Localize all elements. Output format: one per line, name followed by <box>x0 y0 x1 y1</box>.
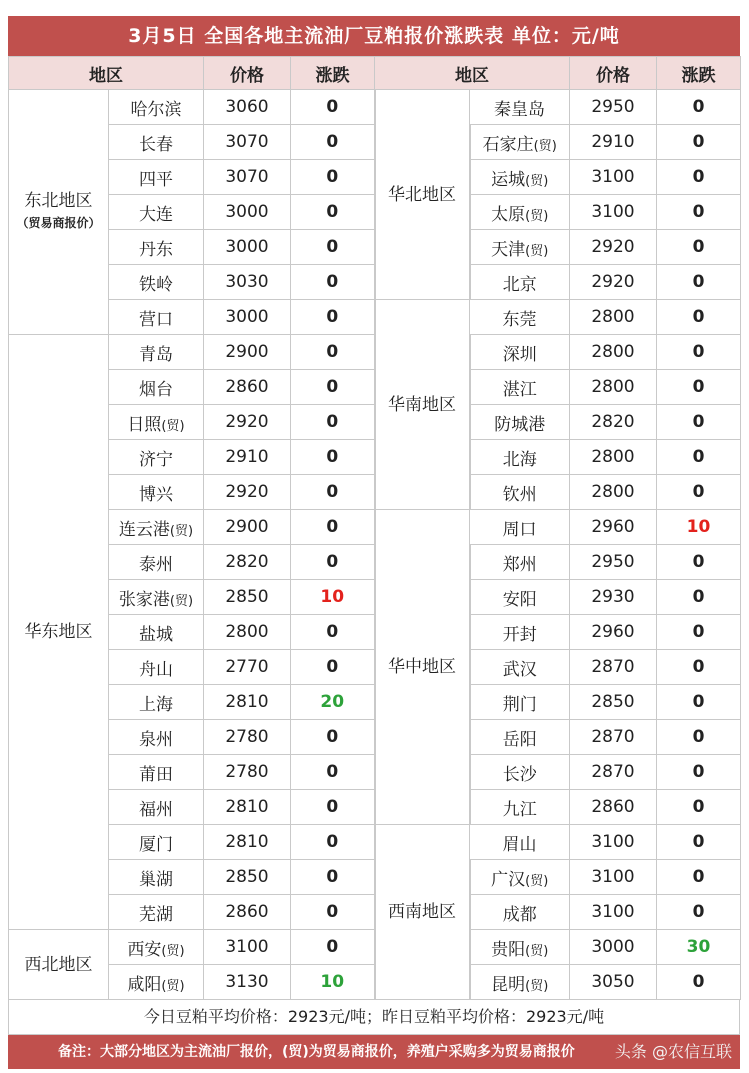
city-name <box>109 265 204 300</box>
city-name-text: 盐城 <box>139 624 173 645</box>
price-value: 2810 <box>204 790 291 825</box>
price-value: 3100 <box>204 930 291 965</box>
header-region-left: 地区 <box>9 57 204 90</box>
city-name <box>109 860 204 895</box>
region-name: 东北地区 <box>24 191 93 211</box>
city-name <box>470 370 570 405</box>
city-name <box>470 580 570 615</box>
city-name <box>109 90 204 125</box>
city-name <box>109 475 204 510</box>
city-name-text: 上海 <box>139 694 173 715</box>
price-value: 2900 <box>204 510 291 545</box>
price-value: 2960 <box>570 510 657 545</box>
change-value: 0 <box>657 440 741 475</box>
change-value: 0 <box>657 895 741 930</box>
city-name <box>109 790 204 825</box>
change-value: 0 <box>291 755 375 790</box>
city-name-text: 营口 <box>139 309 173 330</box>
change-value: 0 <box>291 335 375 370</box>
price-value: 3030 <box>204 265 291 300</box>
change-value: 0 <box>291 650 375 685</box>
city-name <box>109 755 204 790</box>
trader-mark: (贸) <box>525 873 549 889</box>
city-name-text: 秦皇岛 <box>494 99 545 120</box>
city-name-text: 日照 <box>127 414 162 435</box>
city-name-text: 东莞 <box>502 309 537 330</box>
city-name-text: 武汉 <box>502 659 537 680</box>
city-name-text: 昆明 <box>491 974 526 995</box>
city-name-text: 贵阳 <box>491 939 526 960</box>
city-name <box>470 790 570 825</box>
region-subtitle: （贸易商报价） <box>16 216 101 230</box>
city-name-text: 安阳 <box>502 589 537 610</box>
change-value: 0 <box>291 195 375 230</box>
header-price-right: 价格 <box>570 57 657 90</box>
city-name-text: 咸阳 <box>127 974 162 995</box>
city-name <box>470 755 570 790</box>
region-name: 华北地区 <box>388 184 456 205</box>
price-value: 2800 <box>570 475 657 510</box>
region-name: 西北地区 <box>24 954 93 975</box>
header-change-right: 涨跌 <box>657 57 741 90</box>
city-name-text: 石家庄 <box>482 134 534 155</box>
city-name <box>470 300 570 335</box>
price-value: 2860 <box>204 895 291 930</box>
city-name <box>470 195 570 230</box>
city-name <box>109 650 204 685</box>
change-value: 10 <box>657 510 741 545</box>
change-value: 0 <box>657 335 741 370</box>
city-name <box>109 300 204 335</box>
price-table <box>8 56 741 1000</box>
city-name-text: 烟台 <box>139 379 173 400</box>
city-name <box>109 510 204 545</box>
change-value: 0 <box>291 790 375 825</box>
price-value: 2800 <box>570 335 657 370</box>
price-value: 3100 <box>570 160 657 195</box>
city-name <box>470 965 570 1000</box>
header-row <box>9 57 741 90</box>
price-value: 2920 <box>204 475 291 510</box>
city-name <box>470 265 570 300</box>
trader-mark: (贸) <box>525 978 549 994</box>
city-name-text: 铁岭 <box>139 274 173 295</box>
price-value: 2920 <box>570 230 657 265</box>
price-value: 3000 <box>204 300 291 335</box>
city-name-text: 大连 <box>139 204 173 225</box>
change-value: 0 <box>657 300 741 335</box>
price-value: 2770 <box>204 650 291 685</box>
region-name: 西南地区 <box>388 902 456 922</box>
city-name <box>470 685 570 720</box>
change-value: 0 <box>657 265 741 300</box>
price-value: 2860 <box>204 370 291 405</box>
city-name-text: 厦门 <box>139 834 173 855</box>
trader-mark: (贸) <box>169 523 194 539</box>
change-value: 0 <box>291 125 375 160</box>
change-value: 0 <box>291 300 375 335</box>
city-name-text: 广汉 <box>491 869 526 890</box>
price-value: 2950 <box>570 90 657 125</box>
price-value: 3000 <box>570 930 657 965</box>
trader-mark: (贸) <box>161 978 185 994</box>
price-value: 3070 <box>204 160 291 195</box>
city-name-text: 成都 <box>502 904 537 925</box>
region-name: 华中地区 <box>388 657 456 677</box>
change-value: 0 <box>291 230 375 265</box>
region-label <box>9 930 109 1000</box>
region-label <box>375 90 470 300</box>
header-price-left: 价格 <box>204 57 291 90</box>
price-value: 2850 <box>204 580 291 615</box>
city-name-text: 连云港 <box>118 519 170 540</box>
region-label <box>375 300 470 510</box>
price-value: 3100 <box>570 195 657 230</box>
region-name: 华东地区 <box>24 622 93 642</box>
city-name-text: 莆田 <box>139 764 173 785</box>
price-value: 2800 <box>570 370 657 405</box>
region-name: 华南地区 <box>388 394 456 415</box>
city-name-text: 九江 <box>502 799 537 820</box>
city-name-text: 泉州 <box>139 729 173 750</box>
city-name <box>470 475 570 510</box>
change-value: 0 <box>657 90 741 125</box>
city-name <box>109 685 204 720</box>
city-name-text: 开封 <box>502 624 537 645</box>
change-value: 0 <box>291 160 375 195</box>
header-region-right: 地区 <box>375 57 570 90</box>
change-value: 0 <box>657 755 741 790</box>
city-name-text: 四平 <box>139 169 173 190</box>
city-name-text: 钦州 <box>502 484 537 505</box>
price-value: 2780 <box>204 755 291 790</box>
price-value: 2930 <box>570 580 657 615</box>
city-name <box>109 965 204 1000</box>
price-value: 2920 <box>570 265 657 300</box>
trader-mark: (贸) <box>533 138 557 154</box>
city-name-text: 周口 <box>502 519 537 540</box>
city-name <box>470 720 570 755</box>
price-value: 2950 <box>570 545 657 580</box>
region-label <box>375 825 470 1000</box>
city-name-text: 张家港 <box>118 589 170 610</box>
city-name <box>470 860 570 895</box>
city-name <box>470 650 570 685</box>
city-name <box>109 580 204 615</box>
change-value: 0 <box>291 475 375 510</box>
change-value: 0 <box>657 160 741 195</box>
city-name <box>470 335 570 370</box>
table-row <box>9 825 741 860</box>
city-name-text: 长春 <box>139 134 173 155</box>
city-name <box>109 160 204 195</box>
price-value: 3000 <box>204 195 291 230</box>
city-name-text: 天津 <box>491 239 526 260</box>
change-value: 0 <box>291 720 375 755</box>
city-name-text: 哈尔滨 <box>130 99 182 120</box>
footer-note <box>8 1035 740 1069</box>
price-value: 2900 <box>204 335 291 370</box>
price-value: 2850 <box>570 685 657 720</box>
region-label <box>9 90 109 335</box>
city-name <box>470 160 570 195</box>
city-name-text: 岳阳 <box>502 729 537 750</box>
change-value: 0 <box>657 965 741 1000</box>
trader-mark: (贸) <box>169 593 194 609</box>
change-value: 20 <box>291 685 375 720</box>
change-value: 0 <box>291 405 375 440</box>
change-value: 0 <box>291 510 375 545</box>
city-name-text: 青岛 <box>139 344 173 365</box>
price-value: 2820 <box>204 545 291 580</box>
trader-mark: (贸) <box>525 208 549 224</box>
price-value: 2800 <box>204 615 291 650</box>
price-value: 2810 <box>204 825 291 860</box>
city-name <box>470 895 570 930</box>
table-row <box>9 90 741 125</box>
price-value: 2800 <box>570 440 657 475</box>
change-value: 0 <box>657 720 741 755</box>
trader-mark: (贸) <box>161 418 185 434</box>
table-row <box>9 300 741 335</box>
city-name <box>109 545 204 580</box>
change-value: 0 <box>291 440 375 475</box>
city-name <box>109 930 204 965</box>
city-name-text: 湛江 <box>502 379 537 400</box>
price-value: 3070 <box>204 125 291 160</box>
price-value: 3100 <box>570 895 657 930</box>
change-value: 0 <box>657 125 741 160</box>
change-value: 0 <box>657 790 741 825</box>
city-name-text: 眉山 <box>502 834 537 855</box>
change-value: 0 <box>291 860 375 895</box>
city-name-text: 荆门 <box>502 694 537 715</box>
footer-note-text: 备注：大部分地区为主流油厂报价，(贸)为贸易商报价，养殖户采购多为贸易商报价 <box>58 1044 575 1060</box>
price-value: 2850 <box>204 860 291 895</box>
region-label <box>375 510 470 825</box>
price-value: 2810 <box>204 685 291 720</box>
change-value: 0 <box>291 265 375 300</box>
city-name-text: 芜湖 <box>139 904 173 925</box>
city-name <box>470 545 570 580</box>
trader-mark: (贸) <box>525 173 549 189</box>
city-name <box>109 895 204 930</box>
city-name <box>470 440 570 475</box>
table-body <box>9 90 741 1000</box>
price-value: 2800 <box>570 300 657 335</box>
city-name <box>109 195 204 230</box>
change-value: 0 <box>291 615 375 650</box>
price-value: 3060 <box>204 90 291 125</box>
city-name-text: 泰州 <box>139 554 173 575</box>
city-name-text: 运城 <box>491 169 526 190</box>
change-value: 0 <box>657 405 741 440</box>
change-value: 0 <box>657 580 741 615</box>
price-value: 2910 <box>570 125 657 160</box>
price-value: 3100 <box>570 860 657 895</box>
city-name <box>109 720 204 755</box>
price-value: 2780 <box>204 720 291 755</box>
city-name-text: 济宁 <box>139 449 173 470</box>
city-name <box>470 930 570 965</box>
change-value: 0 <box>657 545 741 580</box>
city-name-text: 博兴 <box>139 484 173 505</box>
city-name-text: 郑州 <box>502 554 537 575</box>
city-name <box>109 405 204 440</box>
average-price-line: 今日豆粕平均价格：2923元/吨；昨日豆粕平均价格：2923元/吨 <box>8 1000 740 1035</box>
city-name-text: 太原 <box>491 204 526 225</box>
change-value: 0 <box>291 930 375 965</box>
price-value: 3050 <box>570 965 657 1000</box>
city-name-text: 北京 <box>502 274 537 295</box>
price-value: 3130 <box>204 965 291 1000</box>
change-value: 0 <box>657 195 741 230</box>
change-value: 0 <box>657 230 741 265</box>
price-value: 3000 <box>204 230 291 265</box>
price-value: 2820 <box>570 405 657 440</box>
city-name <box>109 440 204 475</box>
city-name-text: 丹东 <box>139 239 173 260</box>
price-value: 2960 <box>570 615 657 650</box>
change-value: 0 <box>657 475 741 510</box>
city-name <box>470 90 570 125</box>
region-label <box>9 335 109 930</box>
city-name <box>470 405 570 440</box>
city-name-text: 长沙 <box>502 764 537 785</box>
change-value: 0 <box>291 825 375 860</box>
price-value: 2910 <box>204 440 291 475</box>
page-title: 3月5日 全国各地主流油厂豆粕报价涨跌表 单位：元/吨 <box>8 16 740 56</box>
change-value: 0 <box>291 895 375 930</box>
city-name <box>470 825 570 860</box>
change-value: 0 <box>657 615 741 650</box>
city-name <box>109 125 204 160</box>
change-value: 0 <box>291 90 375 125</box>
city-name <box>109 370 204 405</box>
change-value: 0 <box>657 370 741 405</box>
change-value: 0 <box>657 860 741 895</box>
change-value: 10 <box>291 965 375 1000</box>
table-row <box>9 510 741 545</box>
city-name-text: 舟山 <box>139 659 173 680</box>
city-name <box>470 230 570 265</box>
price-sheet <box>8 16 740 1069</box>
change-value: 0 <box>291 370 375 405</box>
city-name <box>470 125 570 160</box>
city-name <box>109 615 204 650</box>
price-value: 2860 <box>570 790 657 825</box>
city-name <box>470 510 570 545</box>
change-value: 0 <box>657 825 741 860</box>
price-value: 2870 <box>570 755 657 790</box>
change-value: 10 <box>291 580 375 615</box>
trader-mark: (贸) <box>525 943 549 959</box>
city-name-text: 巢湖 <box>139 869 173 890</box>
city-name-text: 北海 <box>502 449 537 470</box>
city-name-text: 西安 <box>127 939 162 960</box>
city-name <box>470 615 570 650</box>
change-value: 0 <box>657 685 741 720</box>
change-value: 0 <box>291 545 375 580</box>
trader-mark: (贸) <box>161 943 185 959</box>
city-name-text: 福州 <box>139 799 173 820</box>
city-name-text: 深圳 <box>502 344 537 365</box>
price-value: 2870 <box>570 720 657 755</box>
trader-mark: (贸) <box>525 243 549 259</box>
city-name <box>109 230 204 265</box>
change-value: 0 <box>657 650 741 685</box>
price-value: 3100 <box>570 825 657 860</box>
city-name <box>109 335 204 370</box>
price-value: 2920 <box>204 405 291 440</box>
watermark: 头条 @农信互联 <box>614 1042 732 1061</box>
header-change-left: 涨跌 <box>291 57 375 90</box>
price-value: 2870 <box>570 650 657 685</box>
city-name <box>109 825 204 860</box>
city-name-text: 防城港 <box>494 414 546 435</box>
change-value: 30 <box>657 930 741 965</box>
